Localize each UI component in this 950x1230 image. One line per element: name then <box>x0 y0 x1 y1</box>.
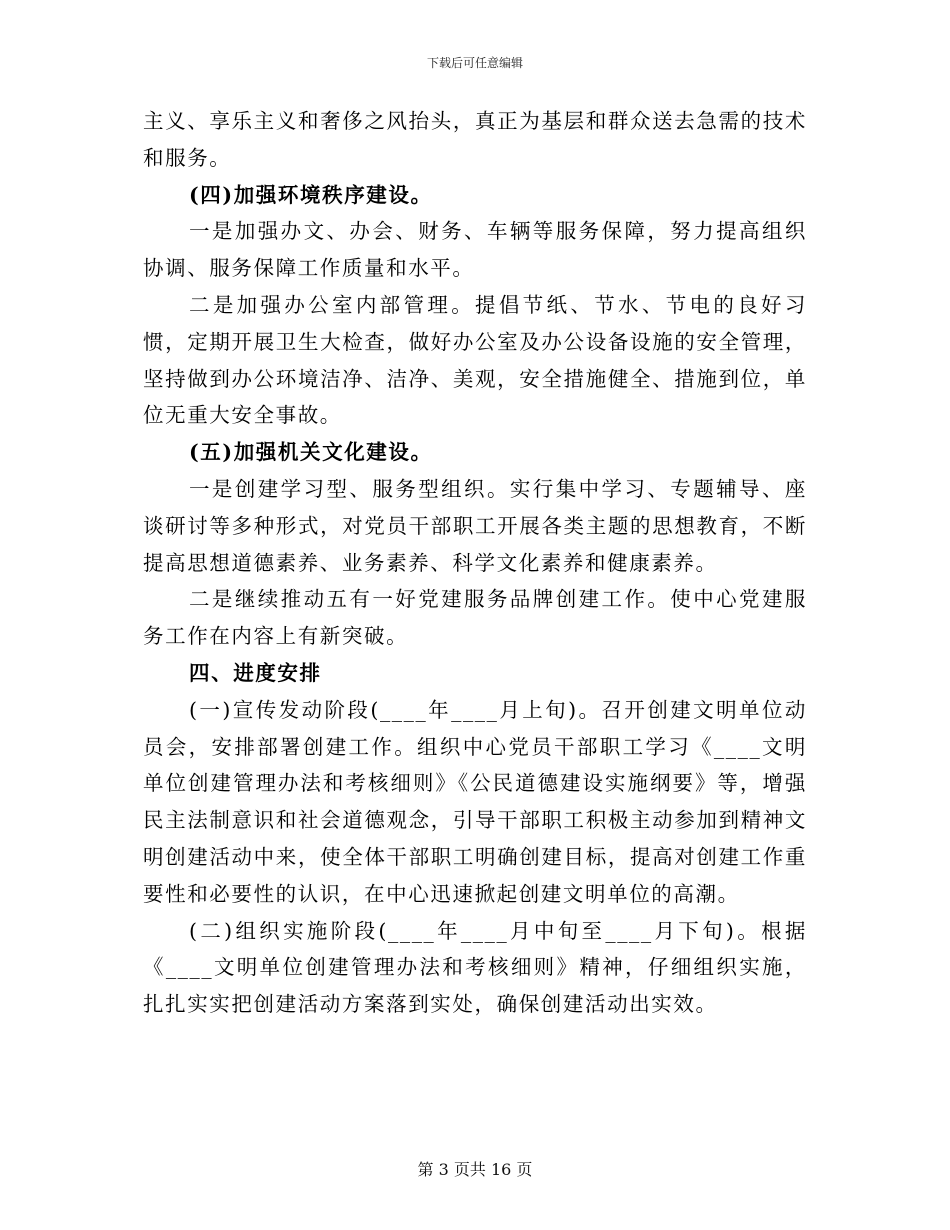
page-footer: 第 3 页共 16 页 <box>417 1160 533 1179</box>
section-heading: (五)加强机关文化建设。 <box>189 440 433 465</box>
paragraph: (一)宣传发动阶段(____年____月上旬)。召开创建文明单位动员会，安排部署创建工作。组织中心党员干部职工学习《____文明单位创建管理办法和考核细则》《公民道德建设实施纲要》等，增强民主法制意识和社会道德观念，引导干部职工积极主动参加到精神文明创建活动中来，使全体干部职工明确创建目标，提高对创建工作重要性和必要性的认识，在中心迅速掀起创建文明单位的高潮。 <box>143 697 807 906</box>
paragraph: 一是加强办文、办会、财务、车辆等服务保障，努力提高组织协调、服务保障工作质量和水平。 <box>143 219 807 281</box>
paragraph: (二)组织实施阶段(____年____月中旬至____月下旬)。根据《____文明单位创建管理办法和考核细则》精神，仔细组织实施，扎扎实实把创建活动方案落到实处，确保创建活动出实效。 <box>143 918 807 1017</box>
paragraph: 一是创建学习型、服务型组织。实行集中学习、专题辅导、座谈研讨等多种形式，对党员干部职工开展各类主题的思想教育，不断提高思想道德素养、业务素养、科学文化素养和健康素养。 <box>143 476 807 575</box>
paragraph: 主义、享乐主义和奢侈之风抬头，真正为基层和群众送去急需的技术和服务。 <box>143 109 807 170</box>
paragraph: 二是加强办公室内部管理。提倡节纸、节水、节电的良好习惯，定期开展卫生大检查，做好办公室及办公设备设施的安全管理，坚持做到办公环境洁净、洁净、美观，安全措施健全、措施到位，单位无重大安全事故。 <box>143 292 807 428</box>
document-body <box>143 103 807 1023</box>
section-heading: (四)加强环境秩序建设。 <box>189 182 433 207</box>
paragraph: 二是继续推动五有一好党建服务品牌创建工作。使中心党建服务工作在内容上有新突破。 <box>143 587 807 649</box>
section-heading: 四、进度安排 <box>189 660 322 685</box>
page-header: 下载后可任意编辑 <box>426 56 523 70</box>
